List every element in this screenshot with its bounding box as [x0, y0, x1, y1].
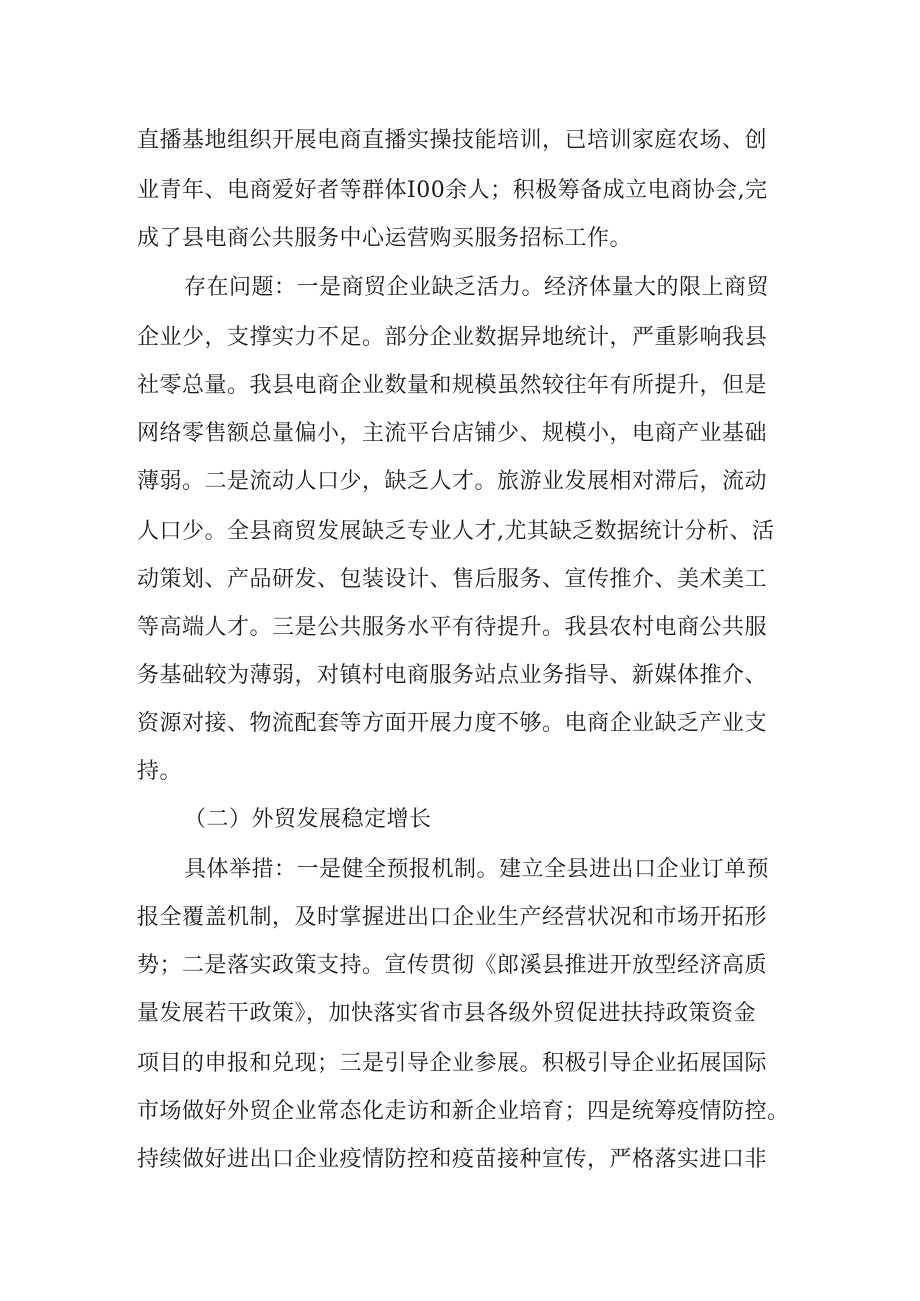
text-line: 持。	[137, 759, 183, 784]
text-line: 务基础较为薄弱，对镇村电商服务站点业务指导、新媒体推介、	[137, 663, 768, 688]
text-line: 等高端人才。三是公共服务水平有待提升。我县农村电商公共服	[137, 615, 768, 640]
text-line: 网络零售额总量偏小，主流平台店铺少、规模小，电商产业基础	[137, 421, 768, 446]
section-heading: （二）外贸发展稳定增长	[184, 807, 432, 832]
text-line: 成了县电商公共服务中心运营购买服务招标工作。	[137, 226, 633, 251]
text-line: 社零总量。我县电商企业数量和规模虽然较往年有所提升，但是	[137, 373, 768, 398]
text-line: 业青年、电商爱好者等群体I00余人；积极筹备成立电商协会,完	[137, 178, 768, 203]
paragraph-start-line: 存在问题：一是商贸企业缺乏活力。经济体量大的限上商贸	[184, 275, 770, 300]
text-line: 薄弱。二是流动人口少，缺乏人才。旅游业发展相对滞后，流动	[137, 469, 768, 494]
text-line: 人口少。全县商贸发展缺乏专业人才,尤其缺乏数据统计分析、活	[137, 519, 775, 544]
text-line: 资源对接、物流配套等方面开展力度不够。电商企业缺乏产业支	[137, 711, 768, 736]
text-line: 企业少，支撑实力不足。部分企业数据异地统计，严重影响我县	[137, 325, 768, 350]
text-line: 动策划、产品研发、包装设计、售后服务、宣传推介、美术美工	[137, 567, 768, 592]
paragraph-start-line: 具体举措：一是健全预报机制。建立全县进出口企业订单预	[184, 857, 770, 882]
text-line: 量发展若干政策》，加快落实省市县各级外贸促进扶持政策资金	[137, 1001, 757, 1026]
text-line: 持续做好进出口企业疫情防控和疫苗接种宣传，严格落实进口非	[137, 1147, 768, 1172]
text-line: 项目的申报和兑现；三是引导企业参展。积极引导企业拓展国际	[137, 1051, 768, 1076]
text-line: 势；二是落实政策支持。宣传贯彻《郎溪县推进开放型经济高质	[137, 953, 768, 978]
text-line: 直播基地组织开展电商直播实操技能培训，已培训家庭农场、创	[137, 128, 768, 153]
text-line: 市场做好外贸企业常态化走访和新企业培育；四是统筹疫情防控。	[137, 1099, 790, 1124]
text-line: 报全覆盖机制，及时掌握进出口企业生产经营状况和市场开拓形	[137, 905, 768, 930]
